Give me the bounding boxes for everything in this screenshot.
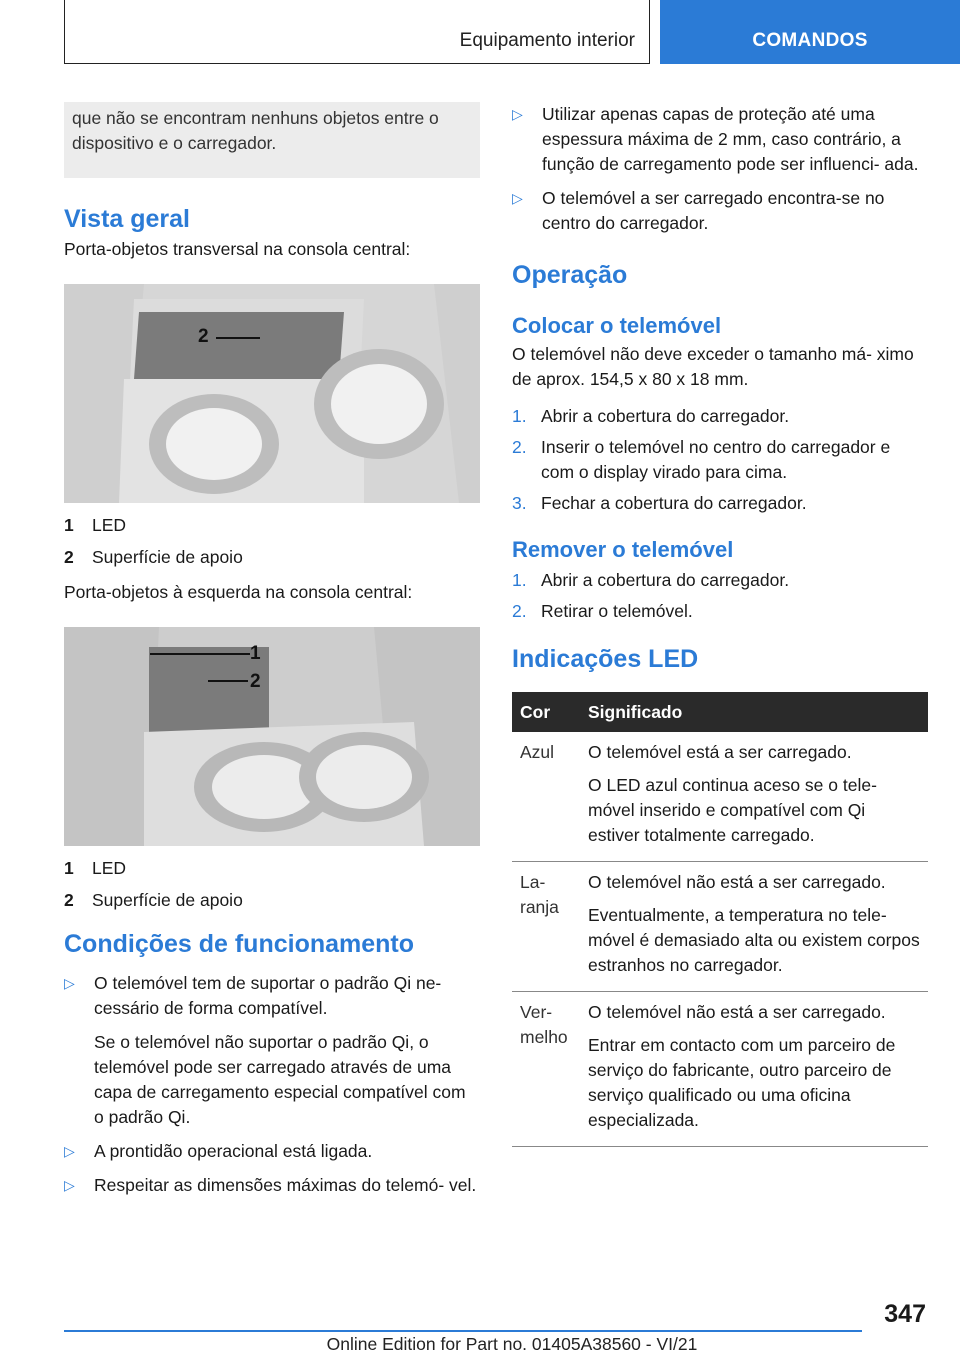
table-header-row [512, 692, 928, 732]
list-item [64, 1173, 480, 1198]
place-steps [512, 404, 928, 516]
list-item-text: A prontidão operacional está ligada. [94, 1141, 373, 1161]
conditions-list-continued [512, 102, 928, 236]
legend-text: Superfície de apoio [92, 547, 243, 567]
callout-1: 1 [250, 643, 261, 664]
overview-heading: Vista geral [64, 205, 191, 233]
remove-phone-heading: Remover o telemóvel [512, 537, 734, 562]
list-item [512, 102, 928, 177]
step-item [512, 491, 928, 516]
transverse-holder-illustration [64, 284, 480, 503]
step-item [512, 568, 928, 593]
meaning-line: O telemóvel está a ser carregado. [588, 742, 852, 762]
note-text: que não se encontram nenhuns objetos entre o dispositivo e o carregador. [72, 108, 439, 153]
list-item [64, 1139, 480, 1164]
triangle-bullet-icon: ▷ [64, 975, 75, 991]
list-item-text: Utilizar apenas capas de proteção até uma espessura máxima de 2 mm, caso contrário, a função de carregamento pode ser influenci‐ ada. [542, 104, 919, 174]
legend-text: LED [92, 858, 127, 878]
figure-left-holder [64, 627, 480, 846]
figure-transverse-holder [64, 284, 480, 503]
triangle-bullet-icon: ▷ [512, 106, 523, 122]
step-text: Fechar a cobertura do carregador. [541, 493, 807, 513]
meaning-line: Entrar em contacto com um parceiro de serviço do fabricante, outro parceiro de serviço qualificado ou uma oficina especializada. [588, 1035, 896, 1130]
step-number: 2. [512, 437, 527, 457]
left-holder-caption: Porta-objetos à esquerda na consola central: [64, 582, 413, 602]
header-section-title: Equipamento interior [459, 30, 635, 51]
triangle-bullet-icon: ▷ [64, 1143, 75, 1159]
callout-line-1 [150, 653, 250, 655]
triangle-bullet-icon: ▷ [512, 190, 523, 206]
page-number: 347 [884, 1300, 926, 1328]
step-number: 1. [512, 570, 527, 590]
legend-number: 2 [64, 547, 74, 567]
led-table [512, 692, 928, 1147]
legend-item [64, 888, 480, 913]
list-item-text: O telemóvel a ser carregado encontra-se no centro do carregador. [542, 188, 885, 233]
triangle-bullet-icon: ▷ [64, 1177, 75, 1193]
place-phone-intro: O telemóvel não deve exceder o tamanho má‐ ximo de aprox. 154,5 x 80 x 18 mm. [512, 344, 914, 389]
header-color: Cor [512, 692, 580, 732]
legend-item [64, 513, 480, 538]
callout-2: 2 [198, 326, 209, 347]
step-item [512, 599, 928, 624]
header-section-box [64, 0, 650, 64]
left-column [64, 102, 480, 1207]
step-text: Retirar o telemóvel. [541, 601, 693, 621]
legend-number: 1 [64, 515, 74, 535]
footer-edition: Online Edition for Part no. 01405A38560 - VI/21 [326, 1334, 698, 1354]
step-item [512, 404, 928, 429]
step-number: 2. [512, 601, 527, 621]
conditions-heading: Condições de funcionamento [64, 930, 415, 958]
legend-number: 2 [64, 890, 74, 910]
conditions-list [64, 971, 480, 1198]
step-number: 3. [512, 493, 527, 513]
meaning-line: O telemóvel não está a ser carregado. [588, 1002, 886, 1022]
cell-color: La‐ ranja [512, 862, 580, 992]
footer-divider [64, 1330, 862, 1332]
header-chapter-tab [660, 0, 960, 64]
legend-text: Superfície de apoio [92, 890, 243, 910]
table-row [512, 732, 928, 862]
right-column [512, 102, 928, 1147]
transverse-caption: Porta-objetos transversal na consola central: [64, 239, 411, 259]
left-holder-illustration [64, 627, 480, 846]
step-item [512, 435, 928, 485]
legend-item [64, 856, 480, 881]
figure-transverse-legend [64, 513, 480, 570]
table-row [512, 862, 928, 992]
step-number: 1. [512, 406, 527, 426]
table-row [512, 992, 928, 1147]
place-phone-heading: Colocar o telemóvel [512, 313, 722, 338]
legend-number: 1 [64, 858, 74, 878]
meaning-line: O telemóvel não está a ser carregado. [588, 872, 886, 892]
list-item-text: O telemóvel tem de suportar o padrão Qi ne‐ cessário de forma compatível. [94, 973, 442, 1018]
cell-meaning [580, 992, 928, 1147]
remove-steps [512, 568, 928, 624]
step-text: Inserir o telemóvel no centro do carregador e com o display virado para cima. [541, 437, 891, 482]
cell-meaning [580, 862, 928, 992]
callout-2: 2 [250, 671, 261, 692]
step-text: Abrir a cobertura do carregador. [541, 406, 790, 426]
header-chapter-title: COMANDOS [752, 30, 868, 51]
legend-item [64, 545, 480, 570]
callout-line-2 [208, 680, 248, 682]
cell-color: Azul [512, 732, 580, 862]
meaning-line: Eventualmente, a temperatura no tele‐ móvel é demasiado alta ou existem corpos estranhos no carregador. [588, 905, 920, 975]
list-item-subtext: Se o telemóvel não suportar o padrão Qi, o telemóvel pode ser carregado através de uma capa de carregamento especial compatível com o padrão Qi. [94, 1032, 466, 1127]
cell-meaning [580, 732, 928, 862]
list-item [512, 186, 928, 236]
list-item-text: Respeitar as dimensões máximas do telemó‐ vel. [94, 1175, 477, 1195]
operation-heading: Operação [512, 261, 628, 289]
meaning-line: O LED azul continua aceso se o tele‐ móvel inserido e compatível com Qi estiver totalmente carregado. [588, 775, 877, 845]
callout-line-2 [216, 337, 260, 339]
step-text: Abrir a cobertura do carregador. [541, 570, 790, 590]
list-item [64, 971, 480, 1130]
note-box [64, 102, 480, 178]
figure-left-legend [64, 856, 480, 913]
led-heading: Indicações LED [512, 645, 699, 673]
cell-color: Ver‐ melho [512, 992, 580, 1147]
header-meaning: Significado [580, 692, 928, 732]
legend-text: LED [92, 515, 127, 535]
